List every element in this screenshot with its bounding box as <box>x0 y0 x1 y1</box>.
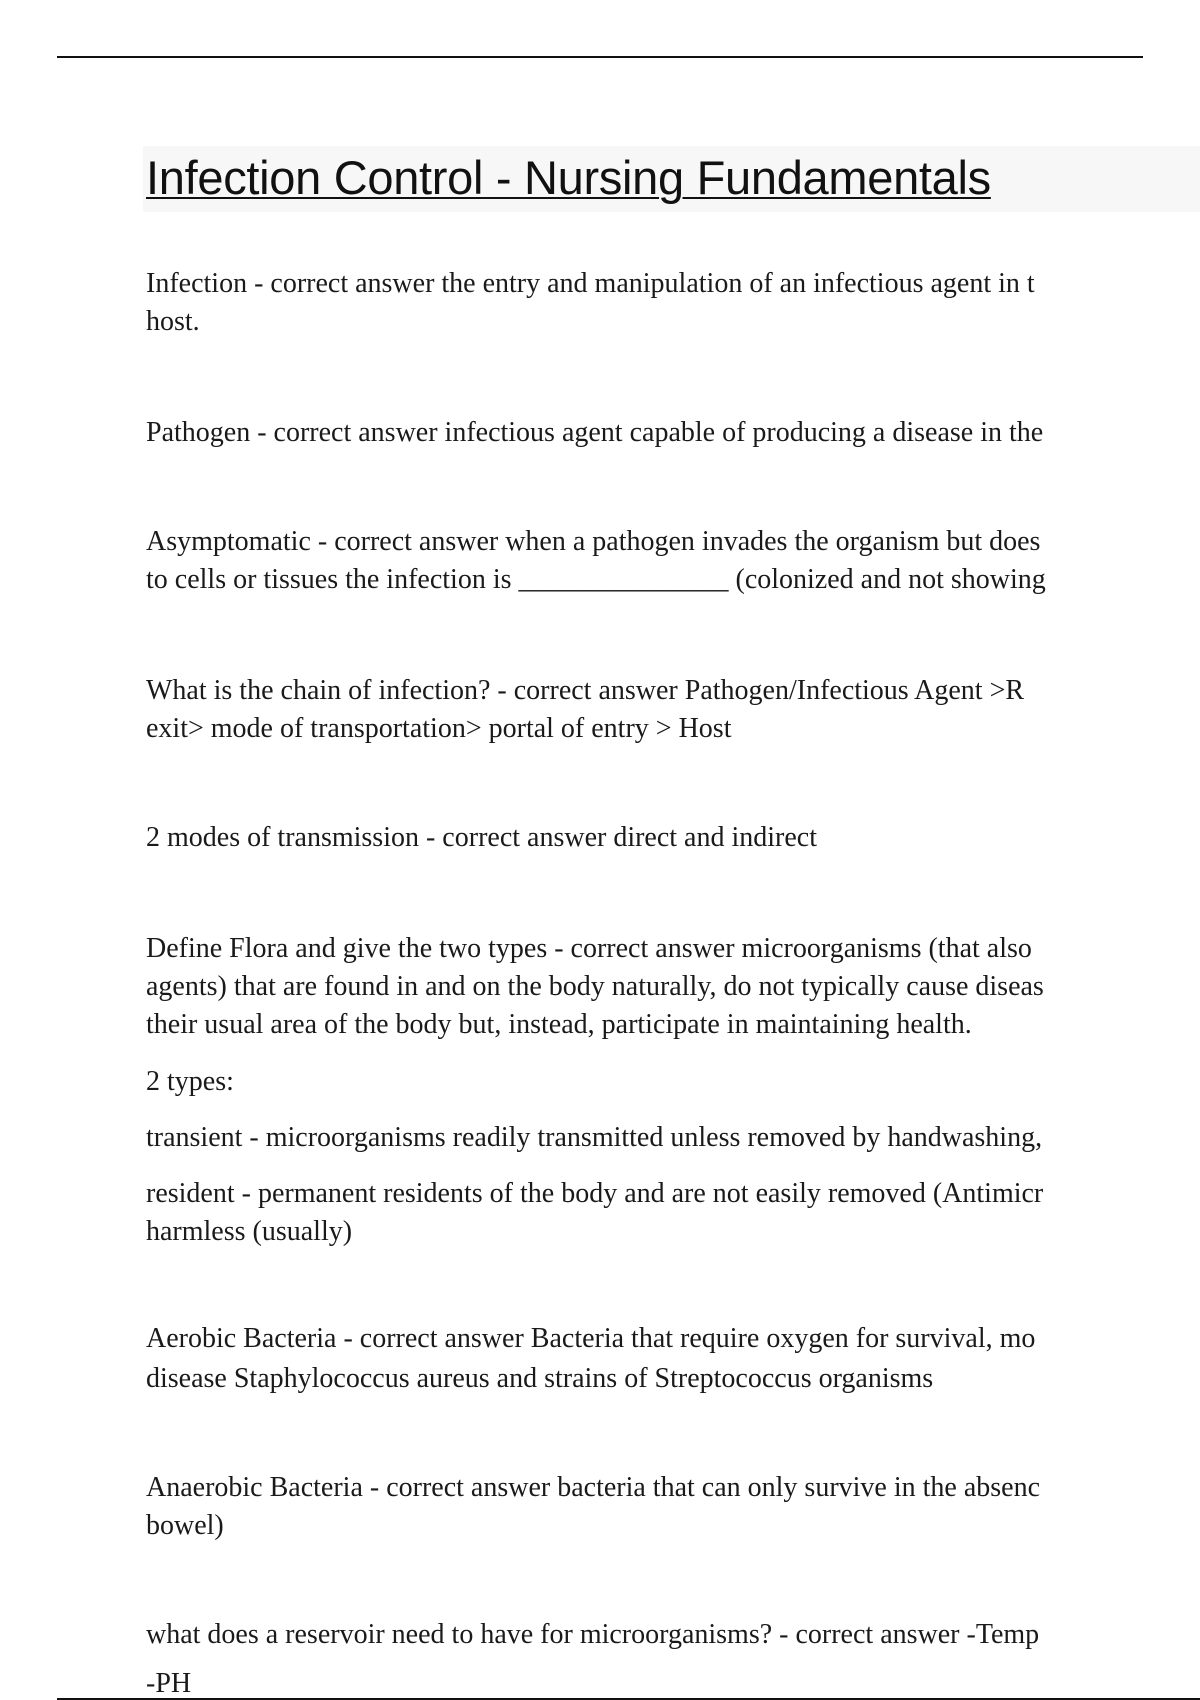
text-line: harmless (usually) <box>146 1216 353 1247</box>
text-line: -PH <box>146 1668 192 1699</box>
text-line: their usual area of the body but, instead, participate in maintaining health. <box>146 1009 972 1040</box>
document-title: Infection Control - Nursing Fundamentals <box>146 151 991 204</box>
text-line: disease Staphylococcus aureus and strains of Streptococcus organisms <box>146 1363 934 1394</box>
text-line: 2 types: <box>146 1066 234 1097</box>
text-line: Anaerobic Bacteria - correct answer bacteria that can only survive in the absenc <box>146 1472 1041 1503</box>
text-line: 2 modes of transmission - correct answer direct and indirect <box>146 822 818 853</box>
text-line: what does a reservoir need to have for microorganisms? - correct answer -Temp <box>146 1619 1040 1650</box>
text-line: to cells or tissues the infection is _______________ (colonized and not showing <box>146 564 1046 595</box>
text-line: host. <box>146 306 200 337</box>
text-line: Pathogen - correct answer infectious agent capable of producing a disease in the <box>146 417 1044 448</box>
text-line: Asymptomatic - correct answer when a pathogen invades the organism but does <box>146 526 1041 557</box>
text-line: bowel) <box>146 1510 224 1541</box>
text-line: Define Flora and give the two types - correct answer microorganisms (that also <box>146 933 1032 964</box>
text-line: resident - permanent residents of the body and are not easily removed (Antimicr <box>146 1178 1044 1209</box>
text-line: Infection - correct answer the entry and manipulation of an infectious agent in t <box>146 268 1035 299</box>
text-line: Aerobic Bacteria - correct answer Bacteria that require oxygen for survival, mo <box>146 1323 1036 1354</box>
text-line: What is the chain of infection? - correct answer Pathogen/Infectious Agent >R <box>146 675 1025 706</box>
text-line: transient - microorganisms readily transmitted unless removed by handwashing, <box>146 1122 1043 1153</box>
text-line: agents) that are found in and on the body naturally, do not typically cause diseas <box>146 971 1044 1002</box>
document-body <box>146 0 1200 1700</box>
text-line: exit> mode of transportation> portal of entry > Host <box>146 713 732 744</box>
